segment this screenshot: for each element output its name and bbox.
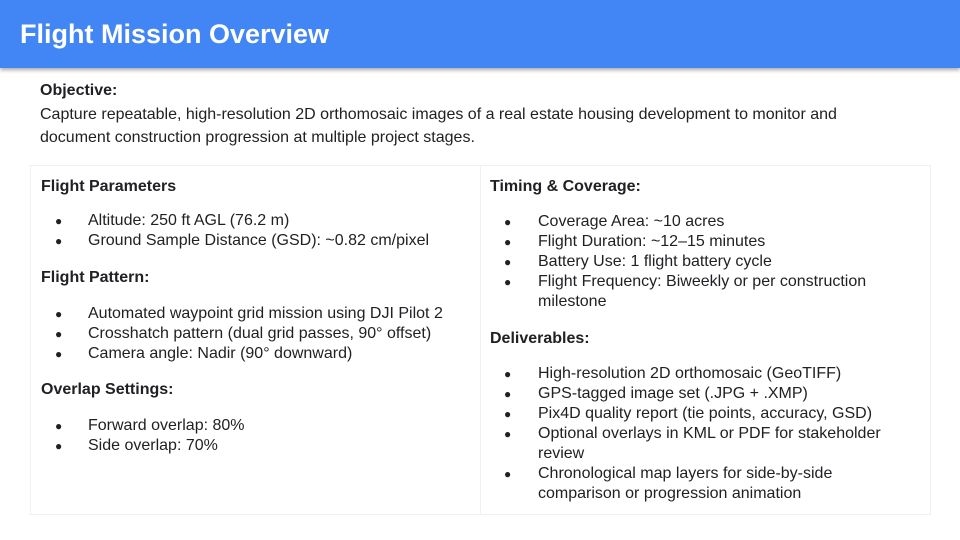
- timing-coverage-list: [481, 212, 881, 312]
- list-item: [31, 324, 471, 344]
- objective-text-line-2: document construction progression at multiple project stages.: [40, 129, 475, 146]
- bullet-icon: ●: [55, 327, 63, 341]
- list-item-text: Optional overlays in KML or PDF for stakeholder review: [538, 425, 881, 462]
- list-item: [31, 304, 471, 324]
- list-item: [481, 404, 881, 424]
- list-item-text: Camera angle: Nadir (90° downward): [88, 345, 353, 362]
- bullet-icon: ●: [55, 347, 63, 361]
- bullet-icon: ●: [55, 419, 63, 433]
- bullet-icon: ●: [504, 467, 512, 481]
- timing-coverage-heading: Timing & Coverage:: [490, 178, 641, 195]
- list-item-text: Altitude: 250 ft AGL (76.2 m): [88, 212, 290, 229]
- deliverables-list: [481, 364, 881, 504]
- bullet-icon: ●: [504, 255, 512, 269]
- overlap-settings-list: [31, 416, 471, 456]
- title-bar: [0, 0, 960, 68]
- objective-text-line-1: Capture repeatable, high-resolution 2D orthomosaic images of a real estate housing development to monitor and: [40, 106, 837, 123]
- bullet-icon: ●: [504, 407, 512, 421]
- bullet-icon: ●: [504, 387, 512, 401]
- flight-parameters-list: [31, 211, 471, 251]
- list-item-text: Flight Duration: ~12–15 minutes: [538, 233, 766, 250]
- list-item: [481, 364, 881, 384]
- list-item: [31, 436, 471, 456]
- bullet-icon: ●: [504, 367, 512, 381]
- bullet-icon: ●: [55, 439, 63, 453]
- list-item-text: Battery Use: 1 flight battery cycle: [538, 253, 772, 270]
- list-item-text: Coverage Area: ~10 acres: [538, 213, 725, 230]
- list-item: [481, 232, 881, 252]
- list-item: [481, 384, 881, 404]
- list-item: [481, 272, 881, 312]
- list-item: [481, 252, 881, 272]
- bullet-icon: ●: [504, 275, 512, 289]
- slide-title: Flight Mission Overview: [20, 19, 330, 49]
- list-item-text: Chronological map layers for side-by-side comparison or progression animation: [538, 465, 833, 502]
- flight-pattern-list: [31, 304, 471, 364]
- list-item-text: High-resolution 2D orthomosaic (GeoTIFF): [538, 365, 842, 382]
- list-item-text: Side overlap: 70%: [88, 437, 218, 454]
- list-item: [481, 424, 881, 464]
- flight-pattern-heading: Flight Pattern:: [41, 269, 150, 286]
- list-item: [31, 344, 471, 364]
- list-item: [31, 211, 471, 231]
- bullet-icon: ●: [55, 234, 63, 248]
- list-item-text: Forward overlap: 80%: [88, 417, 245, 434]
- overlap-settings-heading: Overlap Settings:: [41, 381, 174, 398]
- bullet-icon: ●: [504, 427, 512, 441]
- bullet-icon: ●: [504, 235, 512, 249]
- list-item: [31, 416, 471, 436]
- bullet-icon: ●: [55, 214, 63, 228]
- left-column: [31, 166, 480, 514]
- flight-parameters-heading: Flight Parameters: [41, 178, 177, 195]
- details-table: [30, 165, 931, 515]
- bullet-icon: ●: [504, 215, 512, 229]
- list-item-text: Automated waypoint grid mission using DJI Pilot 2: [88, 305, 443, 322]
- objective-label: Objective:: [40, 82, 118, 99]
- list-item-text: GPS-tagged image set (.JPG + .XMP): [538, 385, 808, 402]
- objective-section: [40, 80, 920, 149]
- list-item-text: Pix4D quality report (tie points, accuracy, GSD): [538, 405, 873, 422]
- list-item-text: Ground Sample Distance (GSD): ~0.82 cm/pixel: [88, 232, 430, 249]
- right-column: [480, 166, 931, 514]
- bullet-icon: ●: [55, 307, 63, 321]
- objective-text: [40, 103, 920, 149]
- list-item: [481, 212, 881, 232]
- list-item: [31, 231, 471, 251]
- deliverables-heading: Deliverables:: [490, 330, 590, 347]
- list-item: [481, 464, 881, 504]
- list-item-text: Flight Frequency: Biweekly or per construction milestone: [538, 273, 867, 310]
- list-item-text: Crosshatch pattern (dual grid passes, 90° offset): [88, 325, 432, 342]
